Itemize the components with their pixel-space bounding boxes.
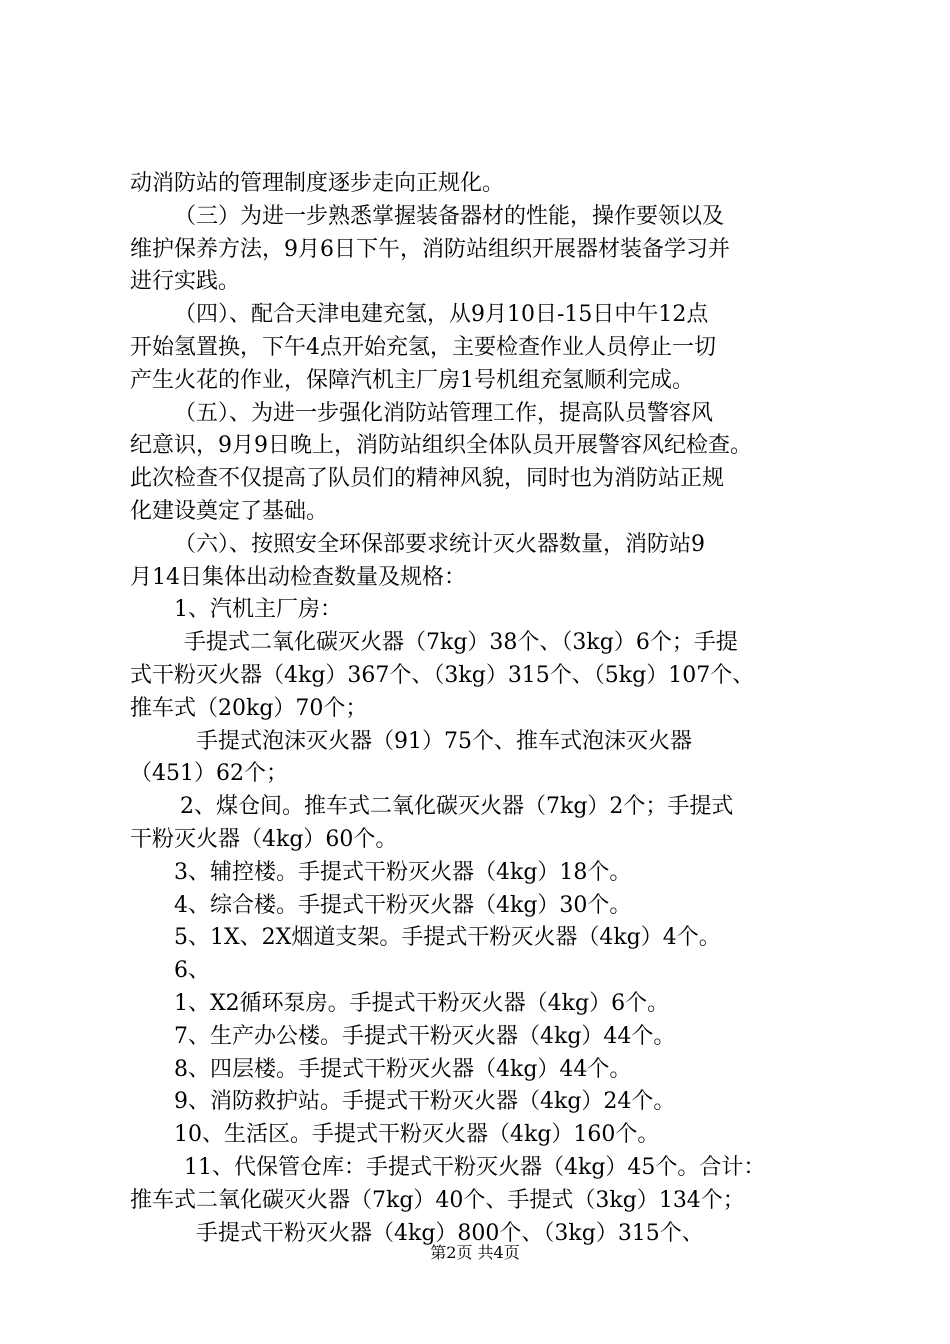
document-line: 6、 [174,958,210,984]
document-line: 手提式泡沫灭火器（91）75个、推车式泡沫灭火器 [196,728,692,754]
document-line: 8、四层楼。手提式干粉灭火器（4kg）44个。 [174,1056,632,1082]
document-line: 手提式二氧化碳灭火器（7kg）38个、（3kg）6个；手提 [184,630,738,656]
document-line: 2、煤仓间。推车式二氧化碳灭火器（7kg）2个；手提式 [180,794,734,820]
document-line: 7、生产办公楼。手提式干粉灭火器（4kg）44个。 [174,1023,676,1049]
document-line: 推车式二氧化碳灭火器（7kg）40个、手提式（3kg）134个； [130,1187,745,1213]
document-line: 动消防站的管理制度逐步走向正规化。 [130,171,505,196]
document-line: 11、代保管仓库：手提式干粉灭火器（4kg）45个。合计： [184,1154,766,1180]
document-line: 干粉灭火器（4kg）60个。 [130,826,398,852]
document-line: （三）为进一步熟悉掌握装备器材的性能，操作要领以及 [174,203,725,229]
document-line: 式干粉灭火器（4kg）367个、（3kg）315个、（5kg）107个、 [130,662,755,688]
document-line: 10、生活区。手提式干粉灭火器（4kg）160个。 [174,1122,660,1148]
document-line: （四）、配合天津电建充氢，从9月10日-15日中午12点 [174,302,709,328]
document-line: 月14日集体出动检查数量及规格： [130,564,466,590]
document-line: 推车式（20kg）70个； [130,695,368,721]
document-line: 1、汽机主厂房： [174,597,342,623]
document-line: 9、消防救护站。手提式干粉灭火器（4kg）24个。 [174,1089,676,1115]
document-line: 进行实践。 [130,269,241,295]
document-body [130,168,830,1250]
document-line: 5、1X、2X烟道支架。手提式干粉灭火器（4kg）4个。 [174,925,721,951]
document-line: （451）62个； [130,761,288,787]
document-line: 纪意识，9月9日晚上，消防站组织全体队员开展警容风纪检查。 [130,433,752,459]
document-line: 此次检查不仅提高了队员们的精神风貌，同时也为消防站正规 [130,466,725,492]
document-line: 4、综合楼。手提式干粉灭火器（4kg）30个。 [174,892,632,918]
document-line: 开始氢置换，下午4点开始充氢，主要检查作业人员停止一切 [130,334,716,360]
document-line: 手提式干粉灭火器（4kg）800个、（3kg）315个、 [196,1220,704,1246]
document-line: 维护保养方法，9月6日下午，消防站组织开展器材装备学习并 [130,236,730,262]
document-line: 1、X2循环泵房。手提式干粉灭火器（4kg）6个。 [174,990,670,1016]
page-footer: 第2页 共4页 [430,1243,520,1262]
document-line: （五）、为进一步强化消防站管理工作，提高队员警容风 [174,400,714,426]
document-line: （六）、按照安全环保部要求统计灭火器数量，消防站9 [174,531,705,557]
document-line: 3、辅控楼。手提式干粉灭火器（4kg）18个。 [174,859,632,885]
document-line: 化建设奠定了基础。 [130,498,329,524]
document-line: 产生火花的作业，保障汽机主厂房1号机组充氢顺利完成。 [130,367,694,393]
